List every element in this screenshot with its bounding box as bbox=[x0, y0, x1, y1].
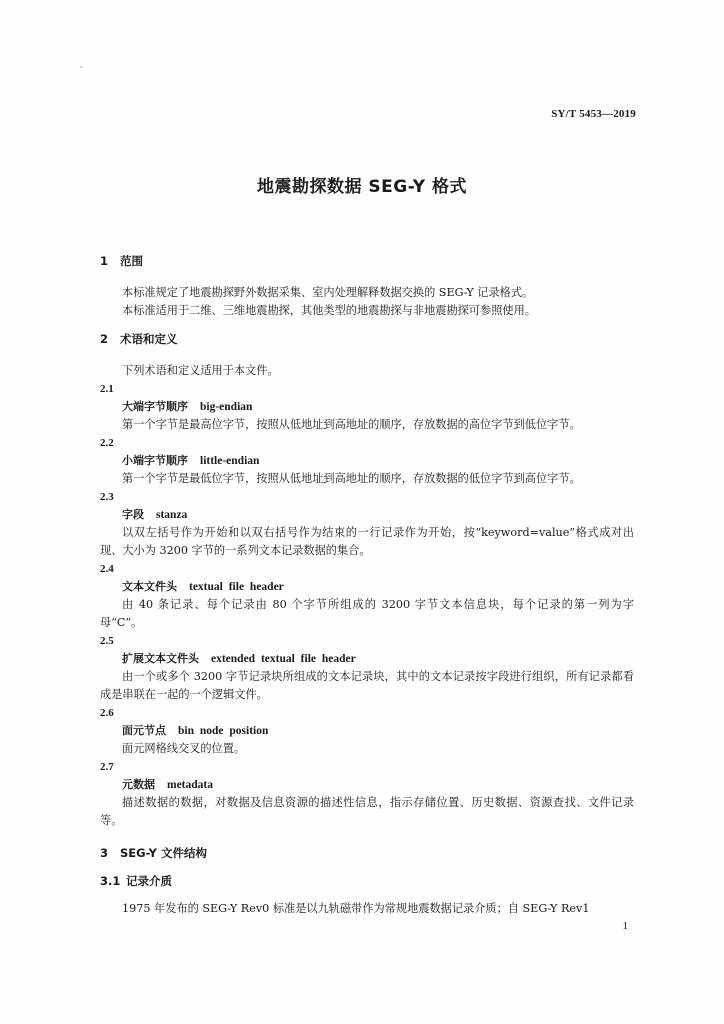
term-number: 2.5 bbox=[100, 635, 114, 647]
term-definition: 由一个或多个 3200 字节记录块所组成的文本记录块，其中的文本记录按字段进行组织，所有记录都看成是串联在一起的一个逻辑文件。 bbox=[100, 670, 634, 701]
term-entry bbox=[100, 578, 634, 596]
term-definition: 第一个字节是最高位字节，按照从低地址到高地址的顺序，存放数据的高位字节到低位字节。 bbox=[122, 418, 581, 431]
term-number: 2.2 bbox=[100, 437, 114, 449]
subsection-heading-media bbox=[100, 872, 634, 890]
section-number: 2 bbox=[100, 332, 109, 346]
term-chinese: 元数据 bbox=[122, 778, 155, 791]
section-heading-terms bbox=[100, 330, 634, 348]
term-number: 2.3 bbox=[100, 491, 114, 503]
term-chinese: 面元节点 bbox=[122, 724, 166, 737]
term-english: metadata bbox=[167, 779, 213, 791]
term-chinese: 文本文件头 bbox=[122, 580, 177, 593]
term-entry bbox=[100, 452, 634, 470]
media-paragraph: 1975 年发布的 SEG-Y Rev0 标准是以九轨磁带作为常规地震数据记录介质；自 SEG-Y Rev1 bbox=[122, 902, 590, 915]
term-number: 2.6 bbox=[100, 707, 114, 719]
terms-intro: 下列术语和定义适用于本文件。 bbox=[122, 364, 279, 377]
term-chinese: 字段 bbox=[122, 508, 144, 521]
term-definition: 面元网格线交叉的位置。 bbox=[122, 742, 246, 755]
term-definition: 由 40 条记录、每个记录由 80 个字节所组成的 3200 字节文本信息块，每个记录的第一列为字母“C”。 bbox=[100, 598, 634, 629]
section-title: 范围 bbox=[120, 254, 143, 268]
standard-code: SY/T 5453—2019 bbox=[551, 108, 636, 120]
subsection-title: 记录介质 bbox=[126, 874, 172, 888]
term-english: little-endian bbox=[200, 455, 260, 467]
term-chinese: 大端字节顺序 bbox=[122, 400, 188, 413]
term-entry bbox=[100, 776, 634, 794]
term-definition: 以双左括号作为开始和以双右括号作为结束的一行记录作为开始，按“keyword=value”格式成对出现、大小为 3200 字节的一系列文本记录数据的集合。 bbox=[100, 526, 634, 557]
term-chinese: 小端字节顺序 bbox=[122, 454, 188, 467]
term-english: stanza bbox=[156, 509, 188, 521]
term-number: 2.7 bbox=[100, 761, 114, 773]
term-entry bbox=[100, 650, 634, 668]
term-english: textual file header bbox=[189, 581, 284, 593]
section-number: 3 bbox=[100, 846, 109, 860]
document-body bbox=[100, 252, 634, 918]
scope-paragraph-2: 本标准适用于二维、三维地震勘探，其他类型的地震勘探与非地震勘探可参照使用。 bbox=[122, 304, 536, 317]
section-number: 1 bbox=[100, 254, 109, 268]
section-heading-structure bbox=[100, 844, 634, 862]
scan-speck bbox=[80, 66, 82, 68]
term-entry bbox=[100, 398, 634, 416]
section-heading-scope bbox=[100, 252, 634, 270]
subsection-number: 3.1 bbox=[100, 874, 121, 888]
term-entry bbox=[100, 506, 634, 524]
term-entry bbox=[100, 722, 634, 740]
document-title: 地震勘探数据 SEG-Y 格式 bbox=[256, 177, 467, 197]
term-english: big-endian bbox=[200, 401, 253, 413]
term-chinese: 扩展文本文件头 bbox=[122, 652, 199, 665]
term-english: extended textual file header bbox=[211, 653, 356, 665]
term-number: 2.4 bbox=[100, 563, 114, 575]
page-number: 1 bbox=[622, 920, 628, 932]
term-english: bin node position bbox=[178, 725, 269, 737]
section-title: SEG-Y 文件结构 bbox=[120, 846, 207, 860]
scope-paragraph-1: 本标准规定了地震勘探野外数据采集、室内处理解释数据交换的 SEG-Y 记录格式。 bbox=[122, 286, 534, 299]
section-title: 术语和定义 bbox=[120, 332, 178, 346]
term-definition: 描述数据的数据，对数据及信息资源的描述性信息，指示存储位置、历史数据、资源查找、文件记录等。 bbox=[100, 796, 634, 827]
term-definition: 第一个字节是最低位字节，按照从低地址到高地址的顺序，存放数据的低位字节到高位字节。 bbox=[122, 472, 581, 485]
term-number: 2.1 bbox=[100, 383, 114, 395]
